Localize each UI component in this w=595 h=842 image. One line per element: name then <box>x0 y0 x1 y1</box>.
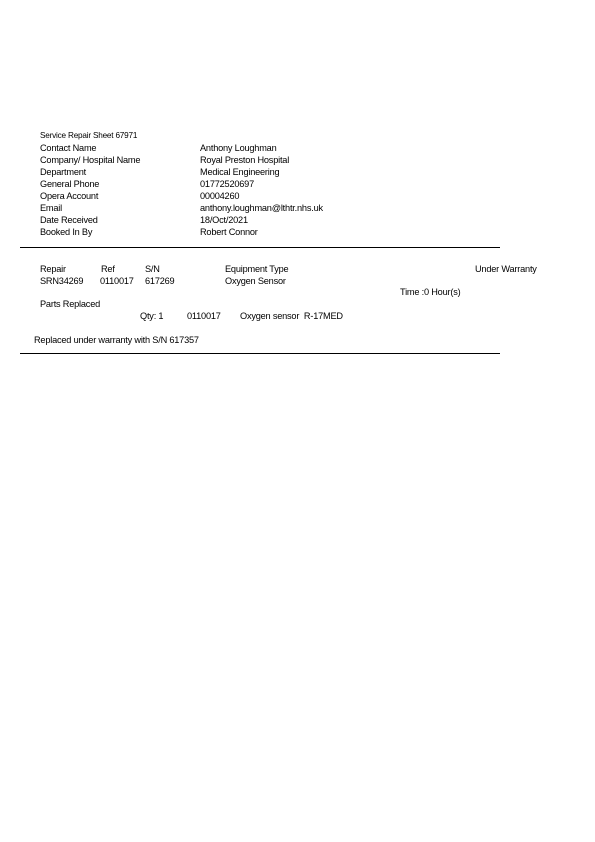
field-label-date-received: Date Received <box>40 215 98 225</box>
col-header-repair: Repair <box>40 264 66 274</box>
repair-serial: 617269 <box>145 276 175 286</box>
field-value-company: Royal Preston Hospital <box>200 155 290 165</box>
field-value-contact-name: Anthony Loughman <box>200 143 277 153</box>
field-label-phone: General Phone <box>40 179 100 189</box>
field-label-company: Company/ Hospital Name <box>40 155 141 165</box>
field-value-booked-in-by: Robert Connor <box>200 227 258 237</box>
field-value-phone: 01772520697 <box>200 179 255 189</box>
part-qty: Qty: 1 <box>140 311 164 321</box>
col-header-sn: S/N <box>145 264 160 274</box>
field-value-date-received: 18/Oct/2021 <box>200 215 248 225</box>
parts-replaced-label: Parts Replaced <box>40 299 101 309</box>
repair-time: Time :0 Hour(s) <box>400 287 461 297</box>
field-value-email: anthony.loughman@lthtr.nhs.uk <box>200 203 323 213</box>
field-label-account: Opera Account <box>40 191 99 201</box>
field-label-booked-in-by: Booked In By <box>40 227 93 237</box>
sheet-title: Service Repair Sheet 67971 <box>40 131 138 140</box>
field-label-email: Email <box>40 203 62 213</box>
divider-top <box>20 247 500 248</box>
part-description: Oxygen sensor R-17MED <box>240 311 343 321</box>
repair-ref: 0110017 <box>100 276 134 286</box>
col-header-equipment-type: Equipment Type <box>225 264 289 274</box>
warranty-status: Under Warranty <box>475 264 537 274</box>
repair-equipment-type: Oxygen Sensor <box>225 276 286 286</box>
col-header-ref: Ref <box>101 264 115 274</box>
part-number: 0110017 <box>187 311 221 321</box>
field-value-department: Medical Engineering <box>200 167 280 177</box>
field-label-department: Department <box>40 167 87 177</box>
divider-bottom <box>20 353 500 354</box>
repair-number: SRN34269 <box>40 276 84 286</box>
repair-note: Replaced under warranty with S/N 617357 <box>34 335 199 345</box>
field-value-account: 00004260 <box>200 191 240 201</box>
field-label-contact-name: Contact Name <box>40 143 97 153</box>
